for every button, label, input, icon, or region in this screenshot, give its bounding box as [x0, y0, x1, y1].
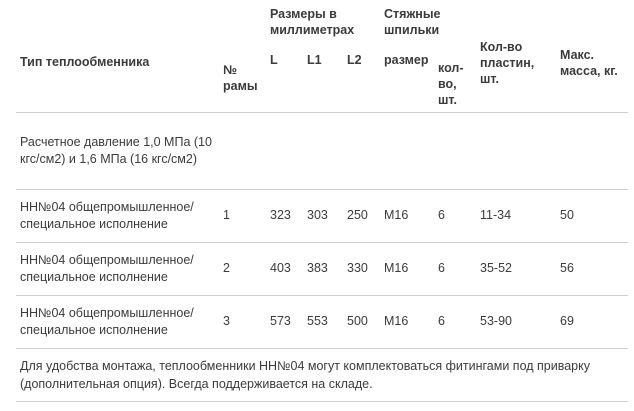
- cell-stud-size: M16: [380, 189, 434, 242]
- cell-stud-qty: 6: [434, 189, 476, 242]
- cell-stud-size: M16: [380, 242, 434, 295]
- header-studs-group: Стяжные шпильки: [384, 7, 441, 37]
- cell-mass: 56: [556, 242, 628, 295]
- header-dimensions-group: Размеры в миллиметрах: [270, 7, 355, 37]
- cell-type: НН№04 общепромышленное/ специальное исполнение: [16, 295, 219, 348]
- cell-mass: 69: [556, 295, 628, 348]
- table-row: [16, 242, 628, 295]
- header-type: Тип теплообменника: [20, 54, 150, 69]
- cell-L1: 383: [303, 242, 343, 295]
- table-row: [16, 295, 628, 348]
- header-max-mass: Макс. масса, кг.: [560, 47, 618, 78]
- cell-stud-size: M16: [380, 295, 434, 348]
- cell-type: НН№04 общепромышленное/ специальное исполнение: [16, 189, 219, 242]
- section-row-pressure: [16, 112, 628, 189]
- header-plates-qty: Кол-во пластин, шт.: [480, 39, 535, 86]
- cell-stud-qty: 6: [434, 295, 476, 348]
- cell-stud-qty: 6: [434, 242, 476, 295]
- cell-L: 323: [266, 189, 303, 242]
- cell-frame: 2: [219, 242, 266, 295]
- header-L2: L2: [347, 53, 362, 67]
- cell-frame: 3: [219, 295, 266, 348]
- cell-L: 573: [266, 295, 303, 348]
- section-filler: [219, 112, 628, 189]
- cell-L2: 250: [343, 189, 380, 242]
- section-label: Расчетное давление 1,0 МПа (10 кгс/см2) и 1,6 МПа (16 кгс/см2): [16, 112, 219, 189]
- cell-type: НН№04 общепромышленное/ специальное исполнение: [16, 242, 219, 295]
- cell-plates: 53-90: [476, 295, 556, 348]
- cell-plates: 35-52: [476, 242, 556, 295]
- footnote: Для удобства монтажа, теплообменники НН№04 могут комплектоваться фитингами под приварку (дополнительная опция). Всегда поддерживается на складе.: [16, 348, 628, 401]
- cell-plates: 11-34: [476, 189, 556, 242]
- cell-frame: 1: [219, 189, 266, 242]
- cell-mass: 50: [556, 189, 628, 242]
- cell-L2: 330: [343, 242, 380, 295]
- header-frame-no: № рамы: [223, 62, 258, 93]
- header-stud-size: размер: [384, 53, 429, 67]
- table-row: [16, 189, 628, 242]
- cell-L2: 500: [343, 295, 380, 348]
- cell-L: 403: [266, 242, 303, 295]
- header-L1: L1: [307, 53, 322, 67]
- header-L: L: [270, 53, 278, 67]
- note-row: [16, 348, 628, 401]
- cell-L1: 553: [303, 295, 343, 348]
- header-row-top: [16, 0, 628, 52]
- cell-L1: 303: [303, 189, 343, 242]
- header-stud-qty: кол-во, шт.: [438, 61, 464, 107]
- heat-exchanger-spec-table: [16, 0, 628, 402]
